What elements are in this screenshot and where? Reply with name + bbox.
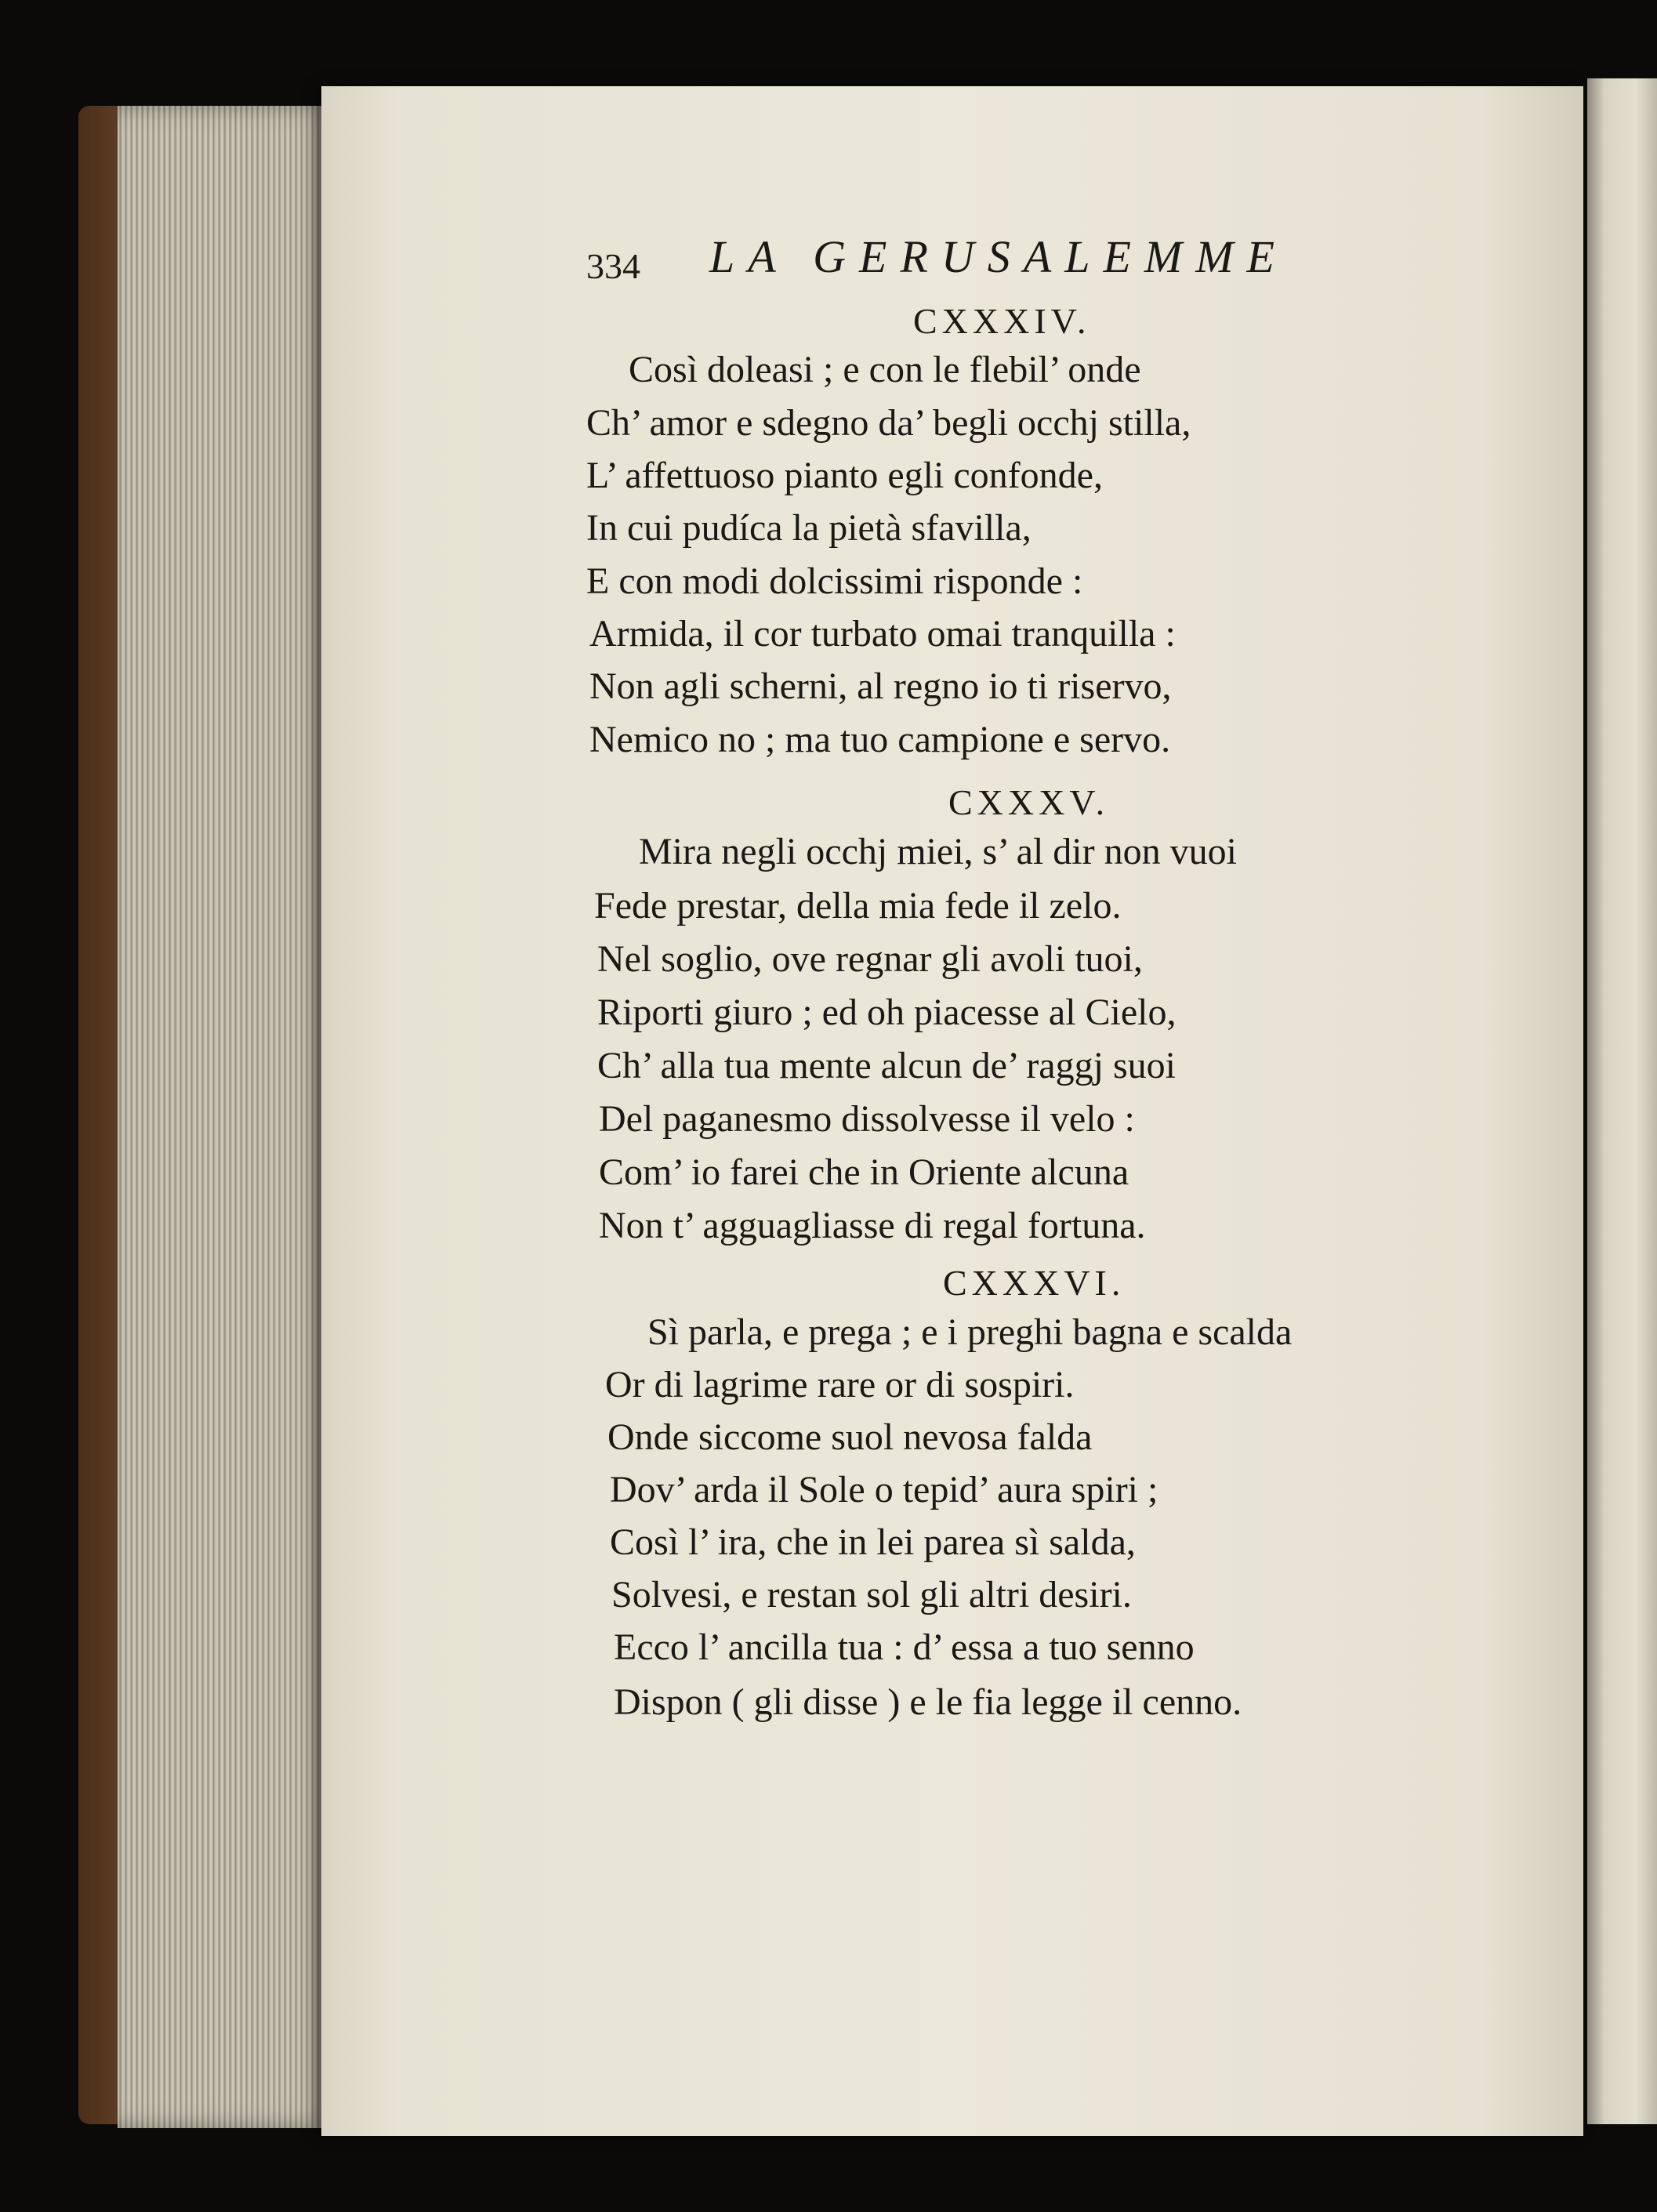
verse-line: E con modi dolcissimi risponde :: [586, 560, 1083, 602]
verse-line: Sì parla, e prega ; e i preghi bagna e scalda: [647, 1311, 1293, 1353]
verse-line: Or di lagrime rare or di sospiri.: [605, 1364, 1075, 1405]
verse-line: L’ affettuoso pianto egli confonde,: [586, 455, 1103, 496]
verse-line: Onde siccome suol nevosa falda: [607, 1416, 1093, 1458]
verse-line: Solvesi, e restan sol gli altri desiri.: [611, 1574, 1132, 1615]
verse-line: Così doleasi ; e con le flebil’ onde: [629, 349, 1141, 390]
verse-line: Nemico no ; ma tuo campione e servo.: [589, 719, 1171, 760]
verse-line: In cui pudíca la pietà sfavilla,: [586, 507, 1032, 549]
verse-line: Del paganesmo dissolvesse il velo :: [599, 1098, 1135, 1140]
verse-line: Non t’ agguagliasse di regal fortuna.: [599, 1205, 1146, 1246]
verse-line: Ch’ amor e sdegno da’ begli occhj stilla,: [586, 402, 1191, 444]
verse-line: Dov’ arda il Sole o tepid’ aura spiri ;: [610, 1469, 1158, 1510]
verse-line: Nel soglio, ove regnar gli avoli tuoi,: [597, 938, 1143, 980]
verse-line: Riporti giuro ; ed oh piacesse al Cielo,: [597, 992, 1177, 1033]
verse-line: Fede prestar, della mia fede il zelo.: [594, 885, 1122, 927]
stanza-number: CXXXVI.: [943, 1263, 1126, 1303]
stanza-number: CXXXIV.: [913, 301, 1091, 341]
verse-line: Com’ io farei che in Oriente alcuna: [599, 1151, 1129, 1193]
running-title: LA GERUSALEMME: [709, 231, 1288, 282]
page-number: 334: [586, 246, 640, 286]
facing-page-edge: [1587, 78, 1657, 2124]
page-edges: [118, 106, 333, 2128]
stanza-number: CXXXV.: [948, 782, 1110, 822]
verse-line: Mira negli occhj miei, s’ al dir non vuoi: [639, 831, 1237, 872]
verse-line: Così l’ ira, che in lei parea sì salda,: [610, 1521, 1136, 1563]
verse-line: Ecco l’ ancilla tua : d’ essa a tuo senno: [614, 1626, 1195, 1668]
verse-line: Ch’ alla tua mente alcun de’ raggj suoi: [597, 1045, 1176, 1086]
verse-line: Dispon ( gli disse ) e le fia legge il cenno.: [614, 1681, 1242, 1723]
verse-line: Armida, il cor turbato omai tranquilla :: [589, 613, 1176, 655]
verse-line: Non agli scherni, al regno io ti riservo,: [589, 665, 1172, 707]
